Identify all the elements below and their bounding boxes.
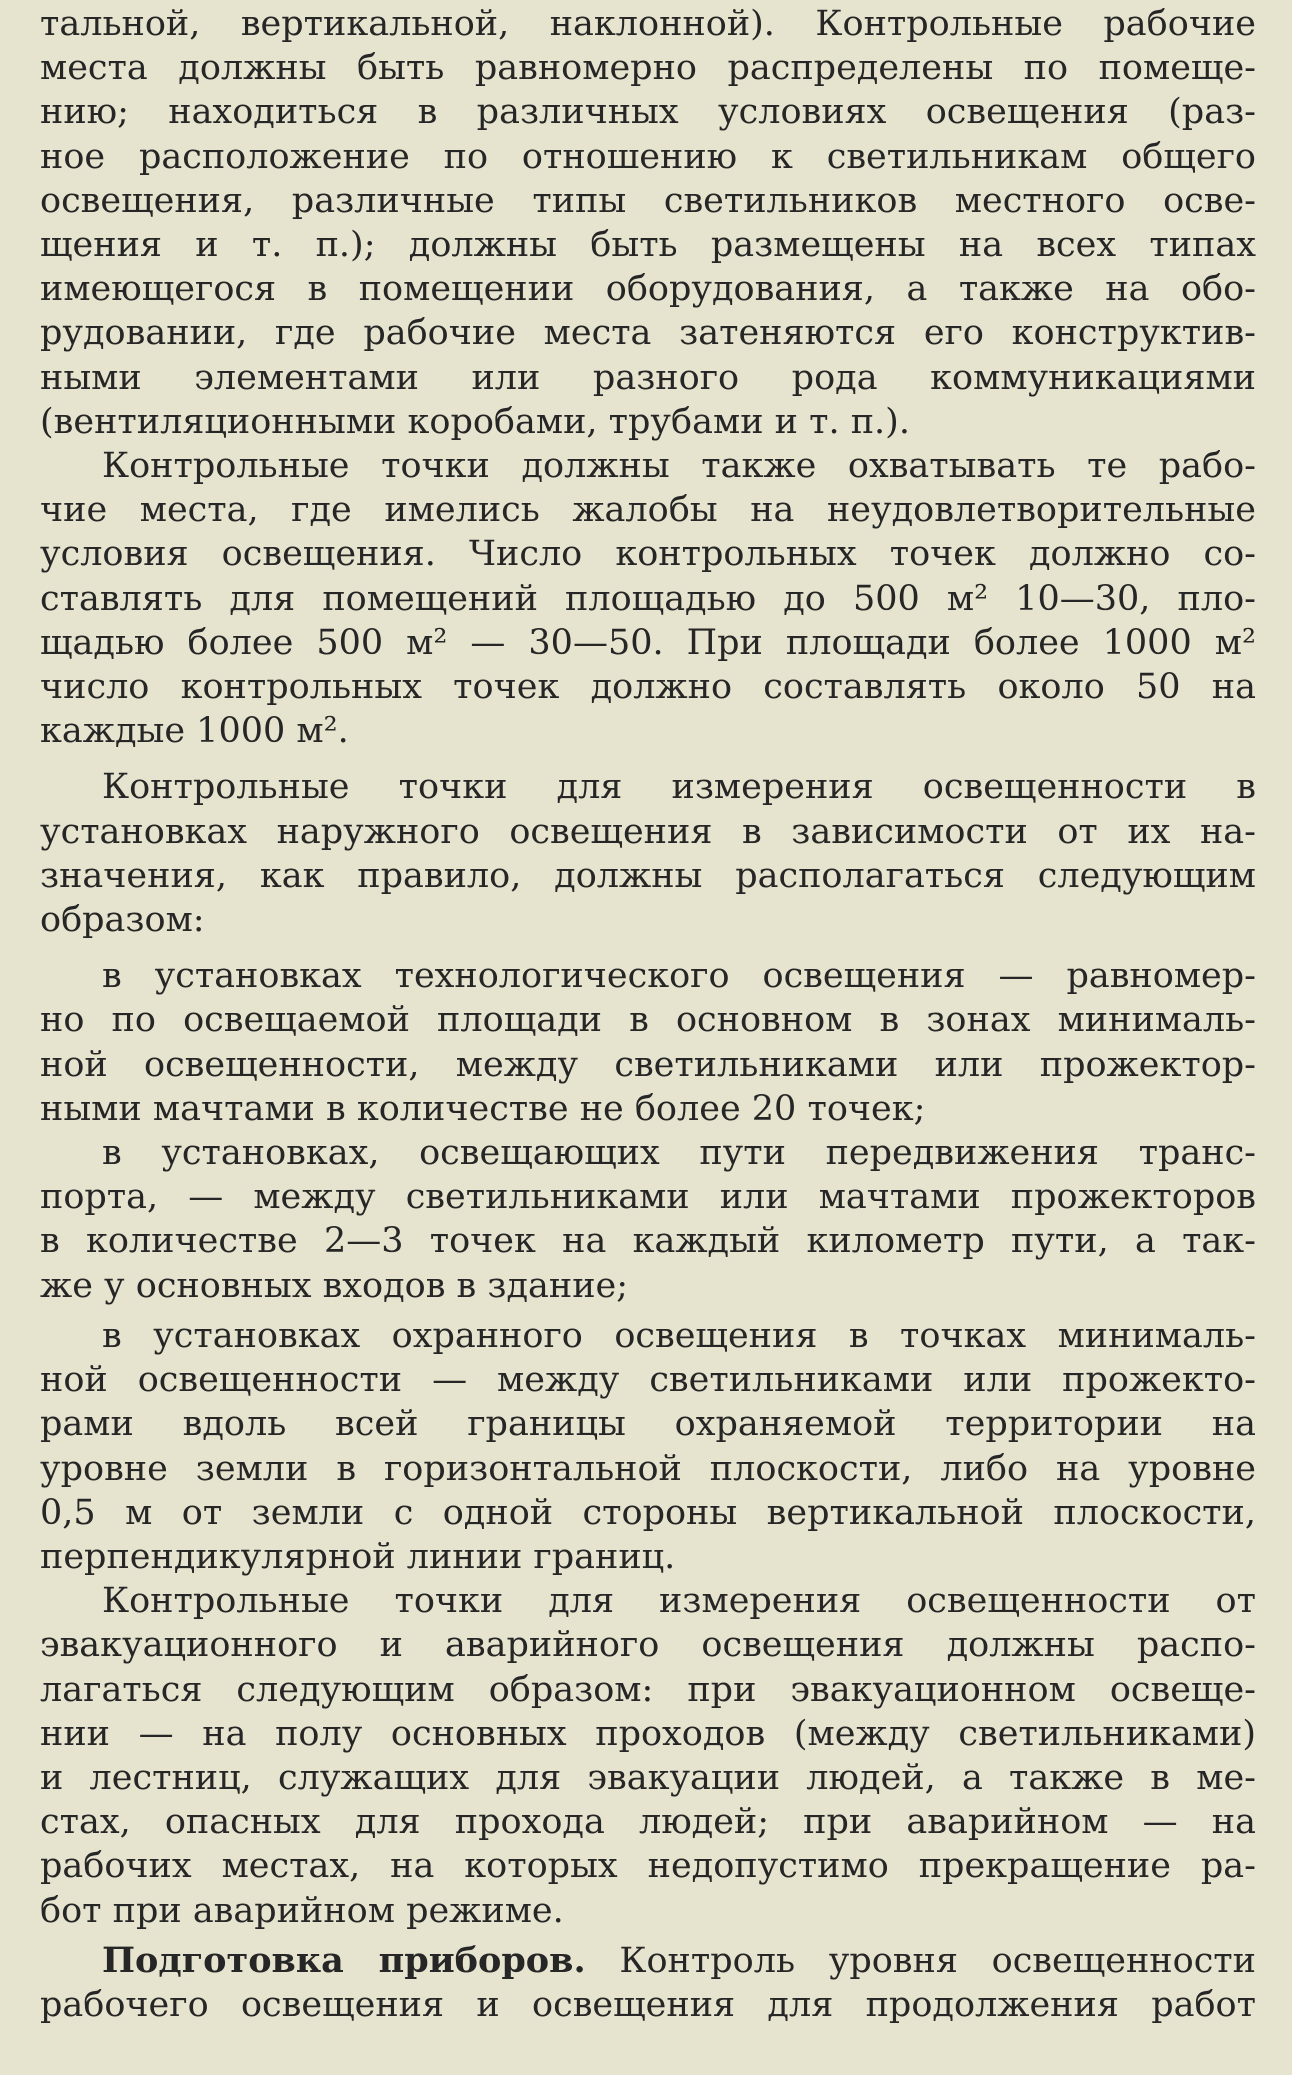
list-item-transport — [40, 1131, 1256, 1308]
paragraph-evacuation — [40, 1579, 1256, 1933]
text-line: (вентиляционными коробами, трубами и т. п.). — [40, 401, 910, 442]
text-line — [40, 1939, 1256, 1983]
text-line: ное расположение по отношению к светильникам общего — [40, 136, 1256, 177]
text-line: щадью более 500 м² — 30—50. При площади более 1000 м² — [40, 622, 1256, 663]
section-heading: Подготовка приборов. — [102, 1939, 586, 1981]
text-line: тальной, вертикальной, наклонной). Контрольные рабочие — [40, 4, 1256, 44]
text-line: и лестниц, служащих для эвакуации людей, а также в ме- — [40, 1757, 1256, 1798]
text-line: число контрольных точек должно составлять около 50 на — [40, 667, 1256, 708]
text-line: ными элементами или разного рода коммуникациями — [40, 357, 1256, 398]
text-line: в установках, освещающих пути передвижения транс- — [102, 1133, 1256, 1174]
paragraph-3 — [40, 765, 1256, 942]
text-line: рудовании, где рабочие места затеняются его конструктив- — [40, 313, 1256, 354]
text-line: ставлять для помещений площадью до 500 м² 10—30, пло- — [40, 578, 1256, 619]
text-line: значения, как правило, должны располагаться следующим — [40, 855, 1256, 896]
spacer — [40, 942, 1256, 954]
text-line: нии — на полу основных проходов (между светильниками) — [40, 1713, 1256, 1754]
text-line: места должны быть равномерно распределены по помеще- — [40, 48, 1256, 89]
text-line: рами вдоль всей границы охраняемой территории на — [40, 1404, 1256, 1445]
text-line: перпендикулярной линии границ. — [40, 1536, 676, 1577]
text-line: в количестве 2—3 точек на каждый километр пути, а так- — [40, 1221, 1256, 1262]
text-line: установках наружного освещения в зависимости от их на- — [40, 811, 1256, 852]
text-line: имеющегося в помещении оборудования, а также на обо- — [40, 269, 1256, 310]
text-line: рабочих местах, на которых недопустимо прекращение ра- — [40, 1846, 1256, 1887]
text-line: ной освещенности, между светильниками или прожектор- — [40, 1044, 1256, 1085]
text-run: Контроль уровня освещенности — [585, 1940, 1256, 1981]
text-line: рабочего освещения и освещения для продолжения работ — [40, 1984, 1256, 2025]
text-line: Контрольные точки должны также охватывать те рабо- — [102, 446, 1256, 487]
text-line: бот при аварийном режиме. — [40, 1890, 564, 1931]
text-line: щения и т. п.); должны быть размещены на всех типах — [40, 225, 1256, 266]
text-line: ной освещенности — между светильниками или прожекто- — [40, 1360, 1256, 1401]
text-line: Контрольные точки для измерения освещенности в — [102, 767, 1256, 808]
text-line: образом: — [40, 900, 205, 941]
text-line: нию; находиться в различных условиях освещения (раз- — [40, 92, 1256, 133]
text-line: чие места, где имелись жалобы на неудовлетворительные — [40, 490, 1256, 531]
text-line: в установках охранного освещения в точках минималь- — [102, 1315, 1256, 1356]
spacer — [40, 753, 1256, 765]
list-item-technological — [40, 954, 1256, 1131]
paragraph-1 — [40, 2, 1256, 444]
text-line: же у основных входов в здание; — [40, 1265, 629, 1306]
text-line: но по освещаемой площади в основном в зонах минималь- — [40, 1000, 1256, 1041]
text-line: ными мачтами в количестве не более 20 точек; — [40, 1088, 926, 1129]
text-line: лагаться следующим образом: при эвакуационном освеще- — [40, 1669, 1256, 1710]
text-line: стах, опасных для прохода людей; при аварийном — на — [40, 1802, 1256, 1843]
paragraph-instruments — [40, 1939, 1256, 2027]
text-line: Контрольные точки для измерения освещенности от — [102, 1581, 1256, 1622]
text-line: в установках технологического освещения — равномер- — [102, 956, 1256, 997]
text-line: порта, — между светильниками или мачтами прожекторов — [40, 1177, 1256, 1218]
text-line: условия освещения. Число контрольных точек должно со- — [40, 534, 1256, 575]
text-line: освещения, различные типы светильников местного осве- — [40, 180, 1256, 221]
paragraph-2 — [40, 444, 1256, 753]
text-line: эвакуационного и аварийного освещения должны распо- — [40, 1625, 1256, 1666]
text-line: уровне земли в горизонтальной плоскости, либо на уровне — [40, 1448, 1256, 1489]
text-line: 0,5 м от земли с одной стороны вертикальной плоскости, — [40, 1492, 1256, 1533]
list-item-security — [40, 1314, 1256, 1579]
text-line: каждые 1000 м². — [40, 711, 349, 752]
